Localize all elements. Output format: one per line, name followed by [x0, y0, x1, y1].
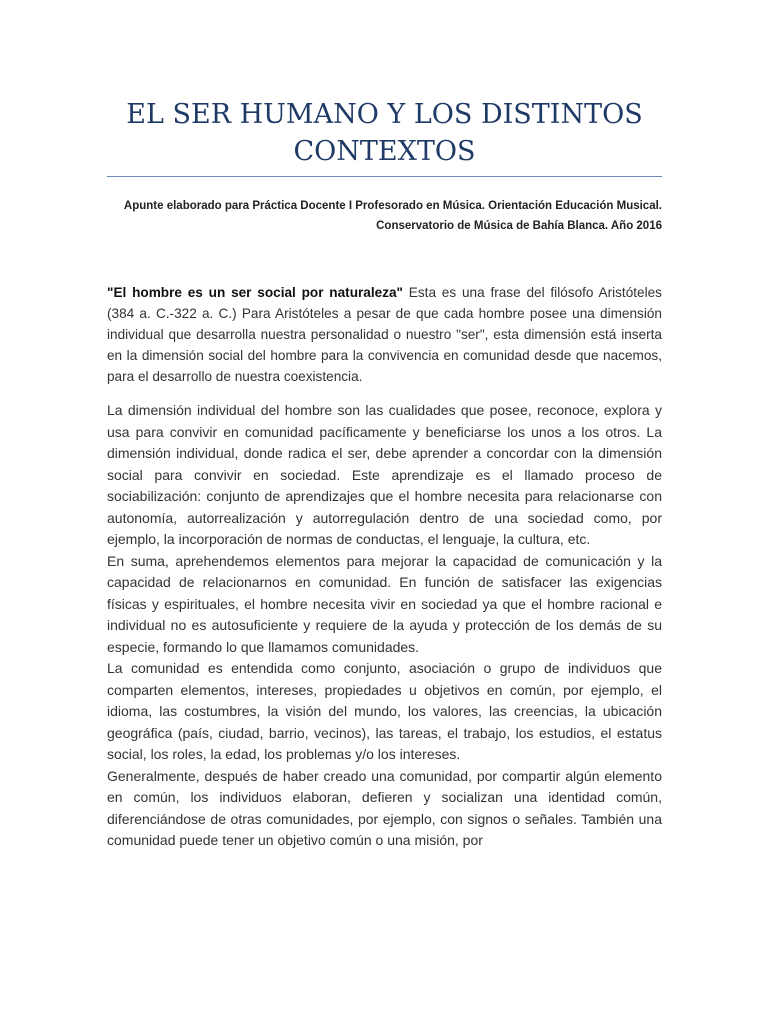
title-divider: [107, 176, 662, 177]
page-title: [107, 96, 662, 170]
page-title-line-2: CONTEXTOS: [293, 136, 476, 167]
paragraph-4: La comunidad es entendida como conjunto, asociación o grupo de individuos que comparten elementos, intereses, propiedades u objetivos en común, por ejemplo, el idioma, las costumbres, la visión del mundo, los valores, las creencias, la ubicación geográfica (país, ciudad, barrio, vecinos), las tareas, el trabajo, los estudios, el estatus social, los roles, la edad, los problemas y/o los intereses.: [107, 660, 662, 762]
subtitle-line-1: Apunte elaborado para Práctica Docente I Profesorado en Música. Orientación Educación Musical.: [123, 200, 662, 212]
paragraph-2: La dimensión individual del hombre son las cualidades que posee, reconoce, explora y usa para convivir en comunidad pacíficamente y beneficiarse los unos a los otros. La dimensión individual, donde radica el ser, debe aprender a concordar con la dimensión social para convivir en sociedad. Este aprendizaje es el llamado proceso de sociabilización: conjunto de aprendizajes que el hombre necesita para relacionarse con autonomía, autorrealización y autorregulación dentro de una sociedad como, por ejemplo, la incorporación de normas de conductas, el lenguaje, la cultura, etc.: [107, 402, 662, 547]
paragraph-5: Generalmente, después de haber creado una comunidad, por compartir algún elemento en común, los individuos elaboran, defieren y socializan una identidad común, diferenciándose de otras comunidades, por ejemplo, con signos o señales. También una comunidad puede tener un objetivo común o una misión, por: [107, 767, 662, 848]
paragraph-1-lead-quote: "El hombre es un ser social por naturaleza": [107, 285, 403, 300]
paragraph-1-text: Esta es una frase del filósofo Aristóteles (384 a. C.-322 a. C.) Para Aristóteles a pesar de que cada hombre posee una dimensión individual que desarrolla nuestra personalidad o nuestro "ser", esta dimensión está inserta en la dimensión social del hombre para la convivencia en comunidad desde que nacemos, para el desarrollo de nuestra coexistencia.: [107, 285, 662, 384]
paragraph-3: En suma, aprehendemos elementos para mejorar la capacidad de comunicación y la capacidad de relacionarnos en comunidad. En función de satisfacer las exigencias físicas y espirituales, el hombre necesita vivir en sociedad ya que el hombre racional e individual no es autosuficiente y requiere de la ayuda y protección de los demás de su especie, formando lo que llamamos comunidades.: [107, 552, 662, 655]
subtitle: [107, 196, 662, 236]
document-body: [107, 282, 662, 852]
paragraph-1: [107, 282, 662, 387]
subtitle-line-2: Conservatorio de Música de Bahía Blanca. Año 2016: [376, 220, 662, 232]
page-title-line-1: EL SER HUMANO Y LOS DISTINTOS: [126, 99, 643, 130]
